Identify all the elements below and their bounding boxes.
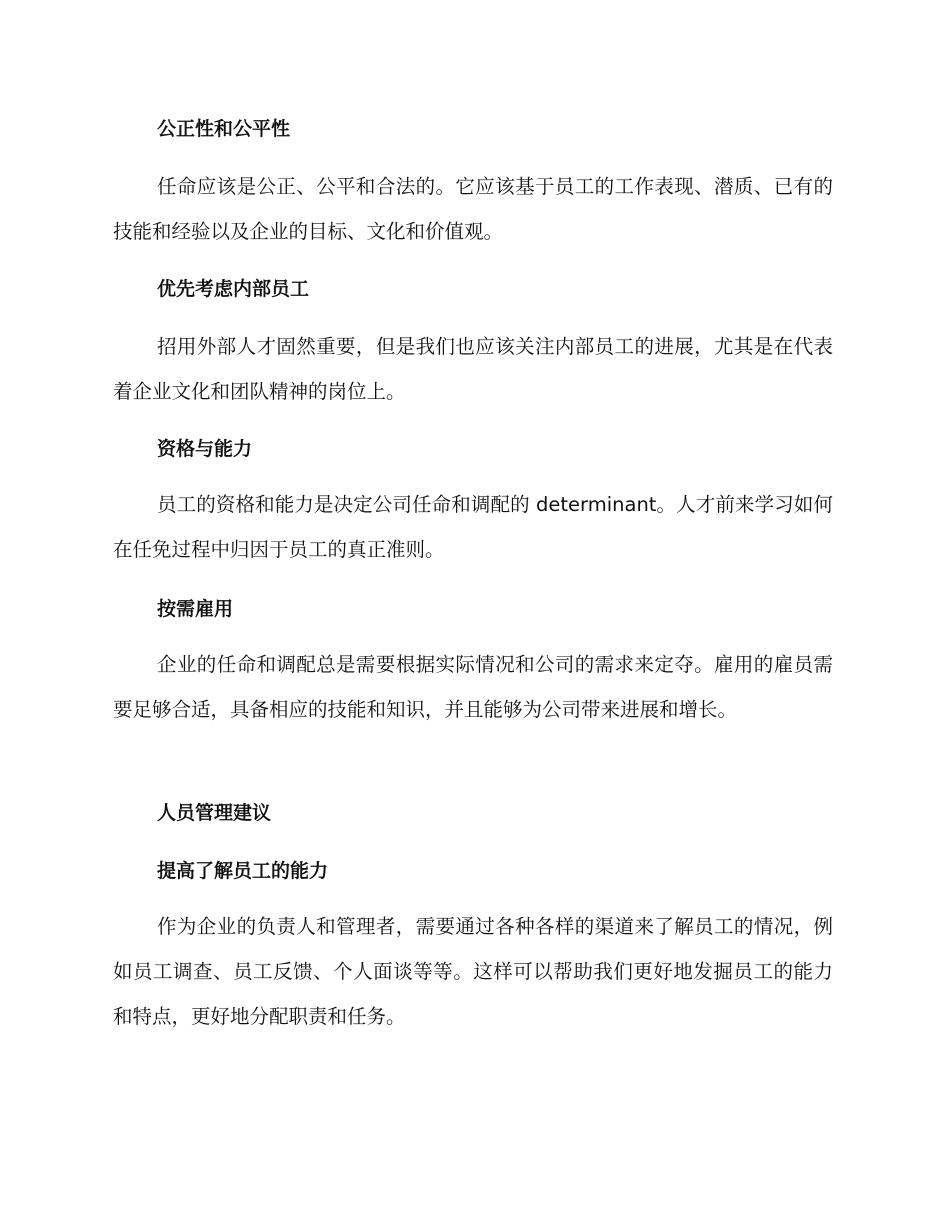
section-heading-hire-on-demand: 按需雇用 bbox=[157, 598, 234, 620]
section-heading-fairness: 公正性和公平性 bbox=[157, 118, 291, 140]
section-heading-internal-staff: 优先考虑内部员工 bbox=[157, 278, 310, 300]
section-paragraph-understand-staff: 作为企业的负责人和管理者，需要通过各种各样的渠道来了解员工的情况，例如员工调查、员工反馈、个人面谈等等。这样可以帮助我们更好地发掘员工的能力和特点，更好地分配职责和任务。 bbox=[113, 915, 833, 1028]
section-paragraph-internal-staff: 招用外部人才固然重要，但是我们也应该关注内部员工的进展，尤其是在代表着企业文化和团队精神的岗位上。 bbox=[113, 335, 833, 403]
section-heading-understand-staff: 提高了解员工的能力 bbox=[157, 860, 329, 882]
section-paragraph-hire-on-demand: 企业的任命和调配总是需要根据实际情况和公司的需求来定夺。雇用的雇员需要足够合适，具备相应的技能和知识，并且能够为公司带来进展和增长。 bbox=[113, 653, 833, 721]
section-heading-qualification: 资格与能力 bbox=[157, 438, 253, 460]
section-paragraph-qualification: 员工的资格和能力是决定公司任命和调配的 determinant。人才前来学习如何在任免过程中归因于员工的真正准则。 bbox=[113, 493, 833, 561]
section-heading-management-advice: 人员管理建议 bbox=[157, 802, 272, 824]
section-paragraph-fairness: 任命应该是公正、公平和合法的。它应该基于员工的工作表现、潜质、已有的技能和经验以及企业的目标、文化和价值观。 bbox=[113, 175, 833, 243]
